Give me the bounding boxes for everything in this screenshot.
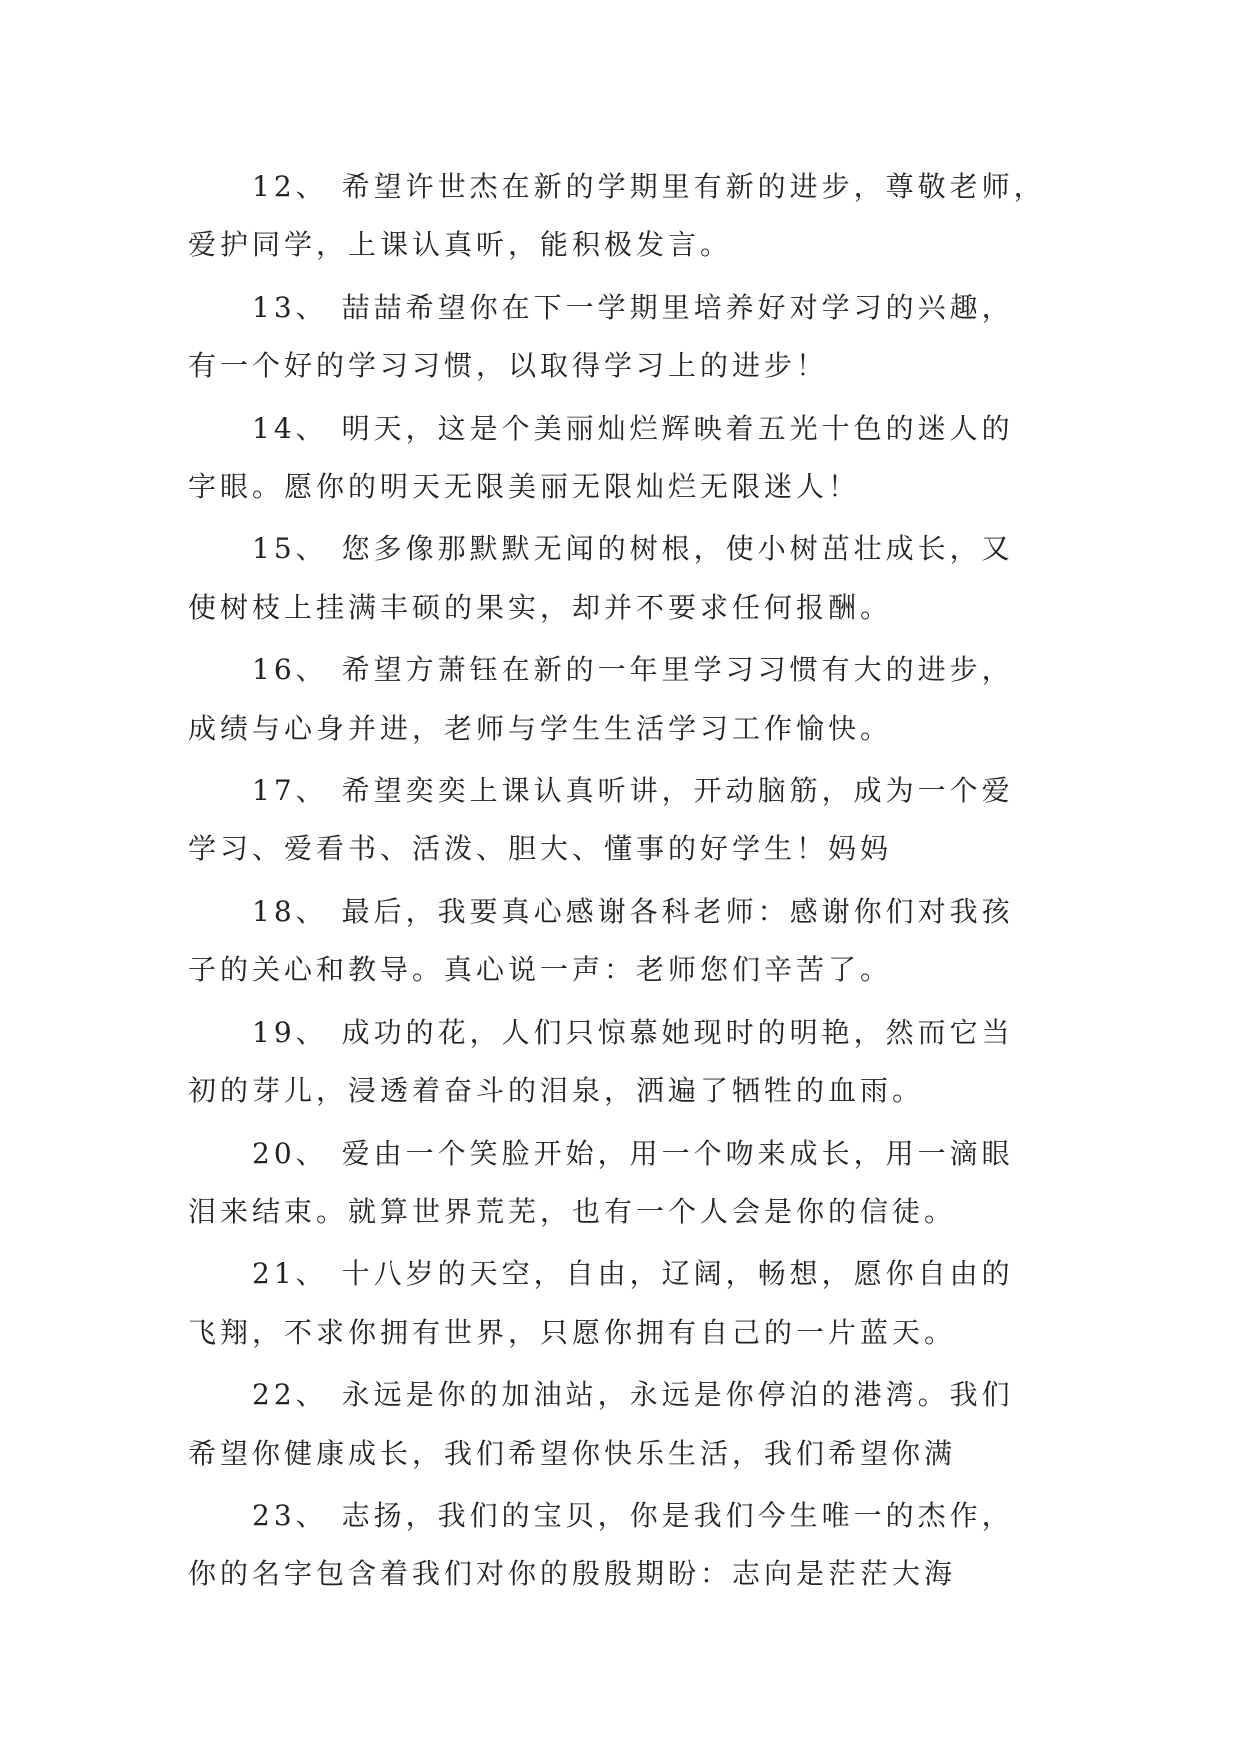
list-item bbox=[188, 1125, 1068, 1242]
paragraph-first-line bbox=[188, 1245, 1068, 1303]
list-item bbox=[188, 1366, 1068, 1483]
paragraph-first-line bbox=[188, 883, 1068, 941]
item-text-line2: 字眼。愿你的明天无限美丽无限灿烂无限迷人！ bbox=[188, 470, 861, 504]
item-number: 13、 bbox=[252, 290, 328, 324]
item-number: 20、 bbox=[252, 1136, 328, 1170]
item-text-line1: 最后，我要真心感谢各科老师：感谢你们对我孩 bbox=[341, 894, 1014, 928]
list-item bbox=[188, 641, 1068, 758]
item-text-line1: 志扬，我们的宝贝，你是我们今生唯一的杰作， bbox=[341, 1498, 1014, 1532]
item-text-line1: 十八岁的天空，自由，辽阔，畅想，愿你自由的 bbox=[341, 1257, 1014, 1291]
item-text-line1: 您多像那默默无闻的树根，使小树茁壮成长，又 bbox=[341, 532, 1014, 566]
paragraph-first-line bbox=[188, 520, 1068, 578]
item-number: 14、 bbox=[252, 411, 328, 445]
item-number: 18、 bbox=[252, 894, 328, 928]
item-number: 15、 bbox=[252, 532, 328, 566]
paragraph-first-line bbox=[188, 1004, 1068, 1062]
item-text-line1: 希望奕奕上课认真听讲，开动脑筋，成为一个爱 bbox=[341, 774, 1014, 808]
item-text-line2: 你的名字包含着我们对你的殷殷期盼：志向是茫茫大海 bbox=[188, 1557, 957, 1591]
item-text-line2: 爱护同学，上课认真听，能积极发言。 bbox=[188, 228, 733, 262]
list-item bbox=[188, 400, 1068, 517]
item-text-line2: 成绩与心身并进，老师与学生生活学习工作愉快。 bbox=[188, 711, 893, 745]
item-text-line1: 成功的花，人们只惊慕她现时的明艳，然而它当 bbox=[341, 1015, 1014, 1049]
item-text-line2: 有一个好的学习习惯，以取得学习上的进步！ bbox=[188, 349, 829, 383]
item-number: 16、 bbox=[252, 653, 328, 687]
list-item bbox=[188, 883, 1068, 1000]
item-number: 19、 bbox=[252, 1015, 328, 1049]
item-text-line2: 初的芽儿，浸透着奋斗的泪泉，洒遍了牺牲的血雨。 bbox=[188, 1074, 925, 1108]
document-body bbox=[188, 158, 1068, 1608]
item-text-line2: 飞翔，不求你拥有世界，只愿你拥有自己的一片蓝天。 bbox=[188, 1315, 957, 1349]
item-text-line1: 爱由一个笑脸开始，用一个吻来成长，用一滴眼 bbox=[341, 1136, 1014, 1170]
item-number: 22、 bbox=[252, 1378, 328, 1412]
item-text-line1: 希望方萧钰在新的一年里学习习惯有大的进步， bbox=[341, 653, 1014, 687]
item-number: 23、 bbox=[252, 1498, 328, 1532]
paragraph-first-line bbox=[188, 1487, 1068, 1545]
paragraph-first-line bbox=[188, 400, 1068, 458]
list-item bbox=[188, 1004, 1068, 1121]
paragraph-first-line bbox=[188, 641, 1068, 699]
item-text-line2: 使树枝上挂满丰硕的果实，却并不要求任何报酬。 bbox=[188, 590, 893, 624]
item-text-line2: 希望你健康成长，我们希望你快乐生活，我们希望你满 bbox=[188, 1436, 957, 1470]
item-text-line1: 明天，这是个美丽灿烂辉映着五光十色的迷人的 bbox=[341, 411, 1014, 445]
list-item bbox=[188, 1487, 1068, 1604]
item-text-line2: 子的关心和教导。真心说一声：老师您们辛苦了。 bbox=[188, 953, 893, 987]
paragraph-first-line bbox=[188, 762, 1068, 820]
list-item bbox=[188, 158, 1068, 275]
item-number: 12、 bbox=[252, 170, 328, 203]
item-text-line2: 泪来结束。就算世界荒芜，也有一个人会是你的信徒。 bbox=[188, 1194, 957, 1228]
item-text-line1: 喆喆希望你在下一学期里培养好对学习的兴趣， bbox=[341, 290, 1014, 324]
paragraph-first-line bbox=[188, 158, 1068, 216]
item-text-line2: 学习、爱看书、活泼、胆大、懂事的好学生！妈妈 bbox=[188, 832, 893, 866]
list-item bbox=[188, 1245, 1068, 1362]
paragraph-first-line bbox=[188, 1125, 1068, 1183]
list-item bbox=[188, 520, 1068, 637]
item-text-line1: 永远是你的加油站，永远是你停泊的港湾。我们 bbox=[341, 1378, 1014, 1412]
paragraph-first-line bbox=[188, 1366, 1068, 1424]
item-number: 21、 bbox=[252, 1257, 328, 1291]
item-number: 17、 bbox=[252, 774, 328, 808]
paragraph-first-line bbox=[188, 279, 1068, 337]
item-text-line1: 希望许世杰在新的学期里有新的进步，尊敬老师， bbox=[341, 170, 1046, 203]
list-item bbox=[188, 279, 1068, 396]
list-item bbox=[188, 762, 1068, 879]
